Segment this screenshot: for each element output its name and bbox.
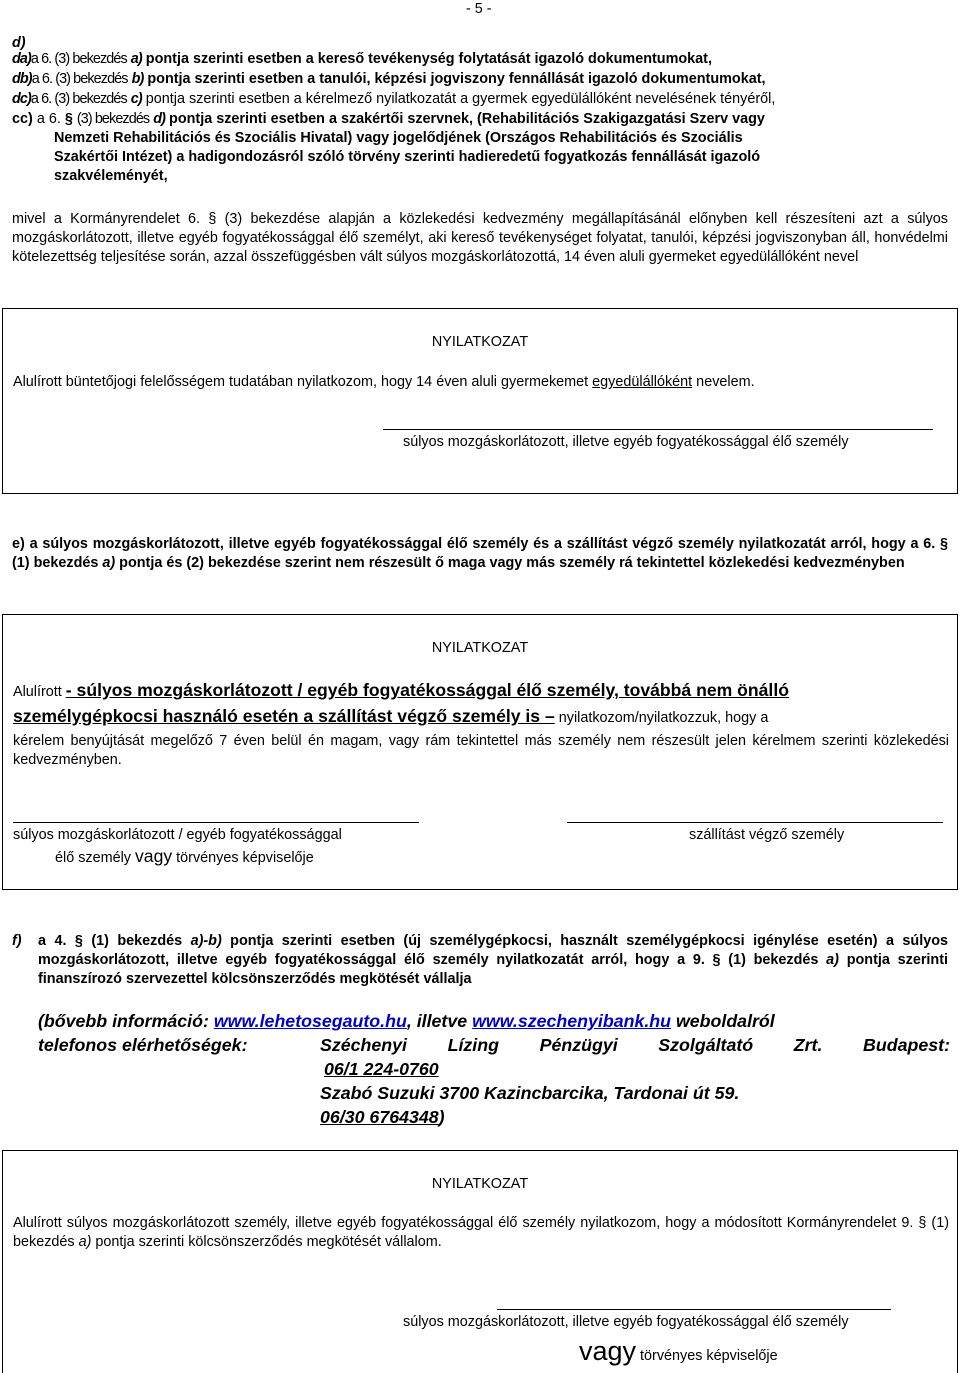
phone-label: telefonos elérhetőségek: [38,1035,248,1055]
link-lehetosegauto[interactable]: www.lehetosegauto.hu [213,1011,407,1031]
phone-1: 06/1 224-0760 [324,1059,439,1079]
company-name: Széchenyi Lízing Pénzügyi Szolgáltató Zrt. Budapest: [320,1035,950,1055]
declaration-text-3: Alulírott súlyos mozgáskorlátozott személy, illetve egyéb fogyatékossággal élő személy nyilatkozom, hogy a módosított Kormányrendelet 9. § (1) bekezdés a) pontja szerinti kölcsönszerződés megkötését vállalom. [13,1215,949,1250]
declaration-text-2: Alulírott - súlyos mozgáskorlátozott / egyéb fogyatékossággal élő személy, továbbá nem önálló személygépkocsi használó esetén a szállítást végző személy is – nyilatkozom/nyilatkozzuk, hogy a kérelem benyújtását megelőző 7 éven belül én magam, vagy rám tekintettel más személy nem részesült jelen kérelmem szerinti közlekedési kedvezményben. [13,680,949,768]
section-dc: dc)a 6. (3) bekezdés c) pontja szerinti esetben a kérelmező nyilatkozatát a gyermek egyedülállóként nevelésének tényéről, [12,91,776,107]
link-szechenyibank[interactable]: www.szechenyibank.hu [472,1011,671,1031]
declaration-title-3: NYILATKOZAT [431,1176,529,1192]
declaration-box-1 [2,308,958,494]
section-e: e) a súlyos mozgáskorlátozott, illetve egyéb fogyatékossággal élő személy és a szállítást végző személy nyilatkozatát arról, hogy a 6. § (1) bekezdés a) pontja és (2) bekezdése szerint nem részesült ő maga vagy más személy rá tekintettel közlekedési kedvezményben [12,536,948,571]
signature-label-2-right: szállítást végző személy [689,827,845,843]
signature-line-2-left [13,822,419,823]
signature-label-3: súlyos mozgáskorlátozott, illetve egyéb fogyatékossággal élő személy [403,1314,849,1330]
signature-label-3-rep: vagy törvényes képviselője [579,1336,778,1366]
section-f: f) a 4. § (1) bekezdés a)-b) pontja szerinti esetben (új személygépkocsi, használt személygépkocsi igénylése esetén) a súlyos mozgáskorlátozott, illetve egyéb fogyatékossággal élő személy nyilatkozatát arról, hogy a 9. § (1) bekezdés a) pontja szerinti finanszírozó szervezettel kölcsönszerződés megkötését vállalja [12,933,948,987]
signature-line-2-right [567,822,943,823]
phone-2: 06/30 6764348) [320,1107,445,1127]
section-d-label: d) [12,35,26,51]
signature-line-1 [383,429,933,430]
info-line-1: (bővebb információ: www.lehetosegauto.hu, illetve www.szechenyibank.hu weboldalról [38,1011,775,1031]
declaration-title-2: NYILATKOZAT [431,640,529,656]
declaration-box-3 [2,1150,958,1373]
declaration-title-1: NYILATKOZAT [431,334,529,350]
declaration-box-2 [2,614,958,890]
dealer-address: Szabó Suzuki 3700 Kazincbarcika, Tardonai út 59. [320,1083,740,1103]
section-cc: cc) a 6. § (3) bekezdés d) pontja szerinti esetben a szakértői szervnek, (Rehabilitációs Szakigazgatási Szerv vagy Nemzeti Rehabilitációs és Szociális Hivatal) vagy jogelődjének (Országos Rehabilitációs és Szociális Szakértői Intézet) a hadigondozásról szóló törvény szerinti hadieredetű fogyatkozás fennállását igazoló szakvéleményét, [12,111,765,184]
section-da: da)a 6. (3) bekezdés a) pontja szerinti esetben a kereső tevékenység folytatását igazoló dokumentumokat, [12,51,712,67]
page-number: - 5 - [466,1,492,17]
signature-label-2-left-2: élő személy vagy törvényes képviselője [55,846,314,866]
signature-label-1: súlyos mozgáskorlátozott, illetve egyéb fogyatékossággal élő személy [403,434,849,450]
section-db: db)a 6. (3) bekezdés b) pontja szerinti esetben a tanulói, képzési jogviszony fennállását igazoló dokumentumokat, [12,71,766,87]
signature-label-2-left: súlyos mozgáskorlátozott / egyéb fogyatékossággal [13,827,342,843]
signature-line-3 [497,1309,891,1310]
declaration-text-1: Alulírott büntetőjogi felelősségem tudatában nyilatkozom, hogy 14 éven aluli gyermekemet egyedülállóként nevelem. [13,374,755,390]
mivel-paragraph: mivel a Kormányrendelet 6. § (3) bekezdése alapján a közlekedési kedvezmény megállapításánál előnyben kell részesíteni azt a súlyos mozgáskorlátozott, illetve egyéb fogyatékossággal élő személyt, aki kereső tevékenységet folyatat, tanulói, képzési jogviszonyban áll, honvédelmi kötelezettség teljesítése során, azzal összefüggésben vált súlyos mozgáskorlátozottá, 14 éven aluli gyermeket egyedülállóként nevel [12,211,948,265]
